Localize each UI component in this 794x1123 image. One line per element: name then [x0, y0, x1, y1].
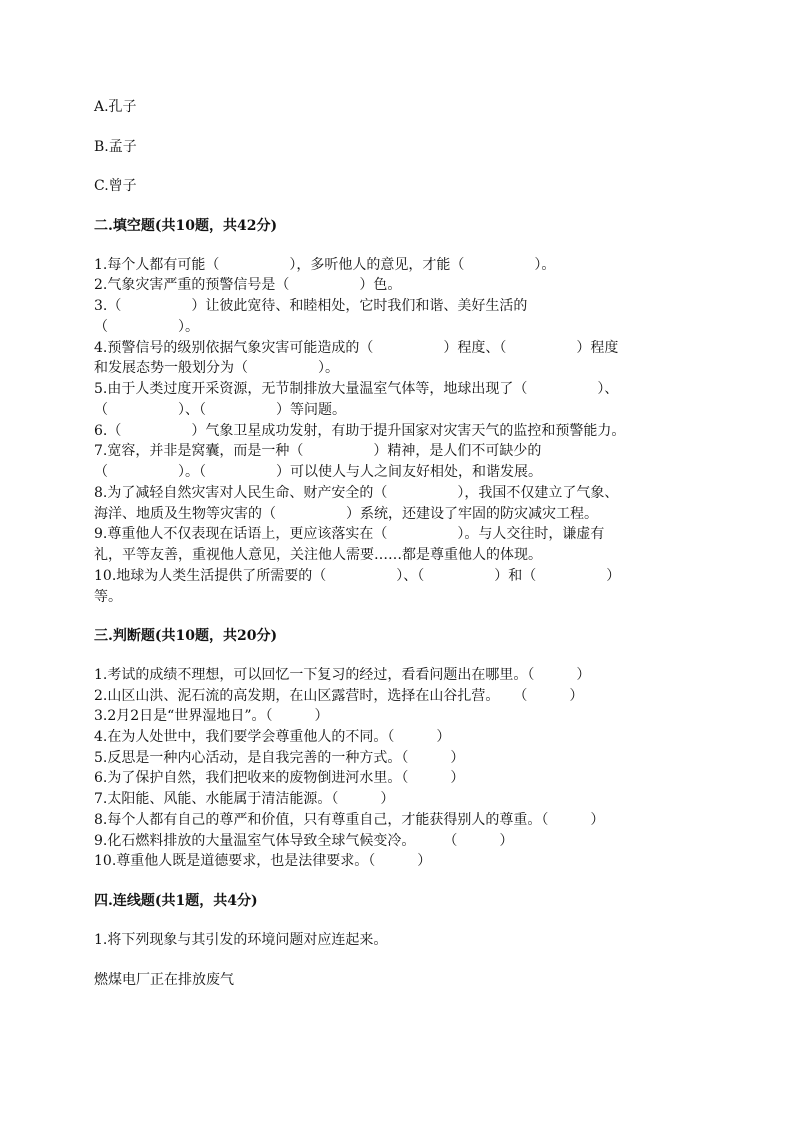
judge-line: 8.每个人都有自己的尊严和价值，只有尊重自己，才能获得别人的尊重。（ ）	[94, 812, 605, 828]
judge-line: 7.太阳能、风能、水能属于清洁能源。（ ）	[94, 791, 395, 807]
option-b: B.孟子	[94, 139, 137, 155]
matching-item: 燃煤电厂正在排放废气	[94, 972, 234, 988]
fill-line: （ ）。	[94, 319, 199, 335]
fill-line: 海洋、地质及生物等灾害的（ ）系统，还建设了牢固的防灾减灾工程。	[94, 506, 598, 522]
fill-line: 2.气象灾害严重的预警信号是（ ）色。	[94, 277, 402, 293]
matching-question: 1.将下列现象与其引发的环境问题对应连起来。	[94, 932, 388, 948]
judge-line: 9.化石燃料排放的大量温室气体导致全球气候变冷。 （ ）	[94, 833, 514, 849]
judge-line: 6.为了保护自然，我们把收来的废物倒进河水里。（ ）	[94, 770, 465, 786]
judge-line: 2.山区山洪、泥石流的高发期，在山区露营时，选择在山谷扎营。 （ ）	[94, 688, 584, 704]
fill-line: 6.（ ）气象卫星成功发射，有助于提升国家对灾害天气的监控和预警能力。	[94, 423, 626, 439]
fill-line: 10.地球为人类生活提供了所需要的（ ）、（ ）和（ ）	[94, 568, 621, 584]
fill-line: 和发展态势一般划分为（ ）。	[94, 360, 339, 376]
option-a: A.孔子	[94, 99, 137, 115]
fill-line: 1.每个人都有可能（ ），多听他人的意见，才能（ ）。	[94, 257, 556, 273]
option-c: C.曾子	[94, 178, 137, 194]
fill-line: 礼，平等友善，重视他人意见，关注他人需要……都是尊重他人的体现。	[94, 547, 542, 563]
judge-line: 5.反思是一种内心活动，是自我完善的一种方式。（ ）	[94, 750, 465, 766]
judge-line: 1.考试的成绩不理想，可以回忆一下复习的经过，看看问题出在哪里。（ ）	[94, 667, 591, 683]
section-heading-matching: 四.连线题(共1题，共4分)	[94, 893, 258, 909]
section-heading-fill-blank: 二.填空题(共10题，共42分)	[94, 218, 278, 234]
fill-line: 8.为了减轻自然灾害对人民生命、财产安全的（ ），我国不仅建立了气象、	[94, 485, 619, 501]
judge-line: 10.尊重他人既是道德要求，也是法律要求。（ ）	[94, 853, 432, 869]
fill-line: 5.由于人类过度开采资源，无节制排放大量温室气体等，地球出现了（ ）、	[94, 381, 619, 397]
fill-line: 等。	[94, 589, 122, 605]
fill-line: （ ）、（ ）等问题。	[94, 402, 346, 418]
judge-line: 3.2月2日是“世界湿地日”。（ ）	[94, 708, 329, 724]
fill-line: （ ）。（ ）可以使人与人之间友好相处，和谐发展。	[94, 464, 542, 480]
fill-line: 7.宽容，并非是窝囊，而是一种（ ）精神，是人们不可缺少的	[94, 443, 542, 459]
fill-line: 9.尊重他人不仅表现在话语上，更应该落实在（ ）。与人交往时，谦虚有	[94, 526, 605, 542]
fill-line: 3.（ ）让彼此宽待、和睦相处，它时我们和谐、美好生活的	[94, 298, 528, 314]
judge-line: 4.在为人处世中，我们要学会尊重他人的不同。（ ）	[94, 729, 451, 745]
fill-line: 4.预警信号的级别依据气象灾害可能造成的（ ）程度、（ ）程度	[94, 340, 619, 356]
section-heading-true-false: 三.判断题(共10题，共20分)	[94, 628, 278, 644]
